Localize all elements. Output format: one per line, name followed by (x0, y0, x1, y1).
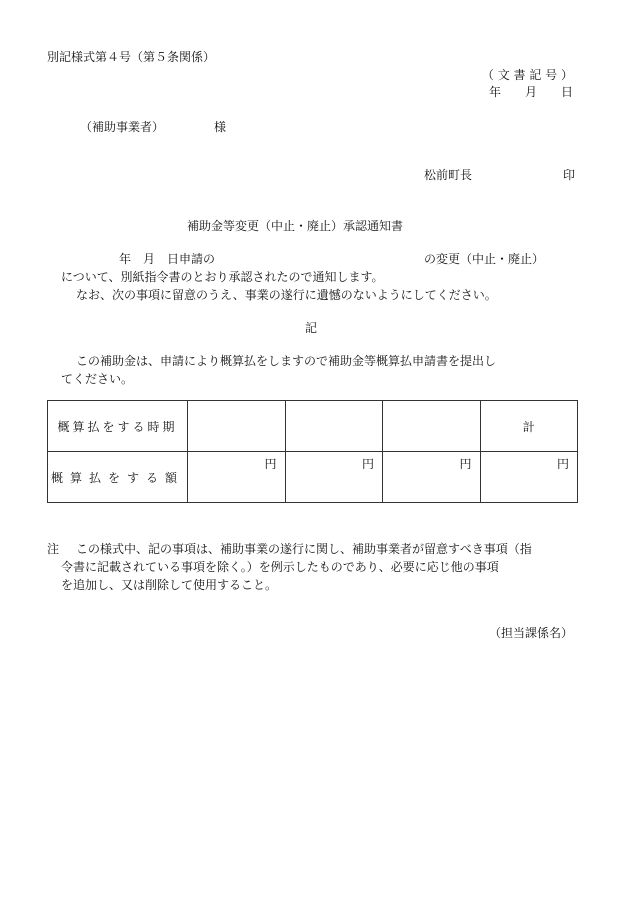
table-row (48, 452, 578, 503)
amount-cell[interactable]: 円 (383, 452, 481, 503)
amount-cell[interactable]: 円 (188, 452, 286, 503)
total-label: 計 (480, 401, 578, 452)
addressee-label: （補助事業者） (80, 120, 165, 134)
total-amount-cell[interactable]: 円 (480, 452, 578, 503)
note-label: 注 (47, 542, 60, 556)
seal-mark: 印 (563, 168, 576, 182)
instruction-line-2: てください。 (61, 372, 134, 386)
ki-heading: 記 (305, 321, 318, 335)
change-phrase: の変更（中止・廃止） (424, 252, 545, 266)
issuer-name: 松前町長 (424, 168, 473, 182)
payment-amount-label: 概算払をする額 (48, 452, 188, 503)
form-number: 別記様式第４号（第５条関係） (47, 50, 216, 64)
table-row (48, 401, 578, 452)
approval-sentence: について、別紙指令書のとおり承認されたので通知します。 (61, 270, 384, 284)
document-number-label: （ 文 書 記 号 ） (481, 68, 573, 82)
period-cell[interactable] (188, 401, 286, 452)
period-cell[interactable] (285, 401, 383, 452)
note-line-1: この様式中、記の事項は、補助事業の遂行に関し、補助事業者が留意すべき事項（指 (76, 542, 532, 556)
application-date-phrase: 年 月 日申請の (119, 252, 216, 266)
date-line: 年 月 日 (488, 85, 573, 99)
note-line-3: を追加し、又は削除して使用すること。 (61, 578, 278, 592)
period-cell[interactable] (383, 401, 481, 452)
addressee-honorific: 様 (214, 120, 227, 134)
advance-payment-table (47, 400, 578, 503)
amount-cell[interactable]: 円 (285, 452, 383, 503)
attention-sentence: なお、次の事項に留意のうえ、事業の遂行に遺憾のないようにしてください。 (76, 288, 497, 302)
note-line-2: 令書に記載されている事項を除く。）を例示したものであり、必要に応じ他の事項 (61, 560, 499, 574)
instruction-line-1: この補助金は、申請により概算払をしますので補助金等概算払申請書を提出し (76, 354, 497, 368)
payment-period-label: 概算払をする時期 (48, 401, 188, 452)
department-name: （担当課係名） (488, 626, 573, 640)
document-title: 補助金等変更（中止・廃止）承認通知書 (187, 219, 404, 233)
